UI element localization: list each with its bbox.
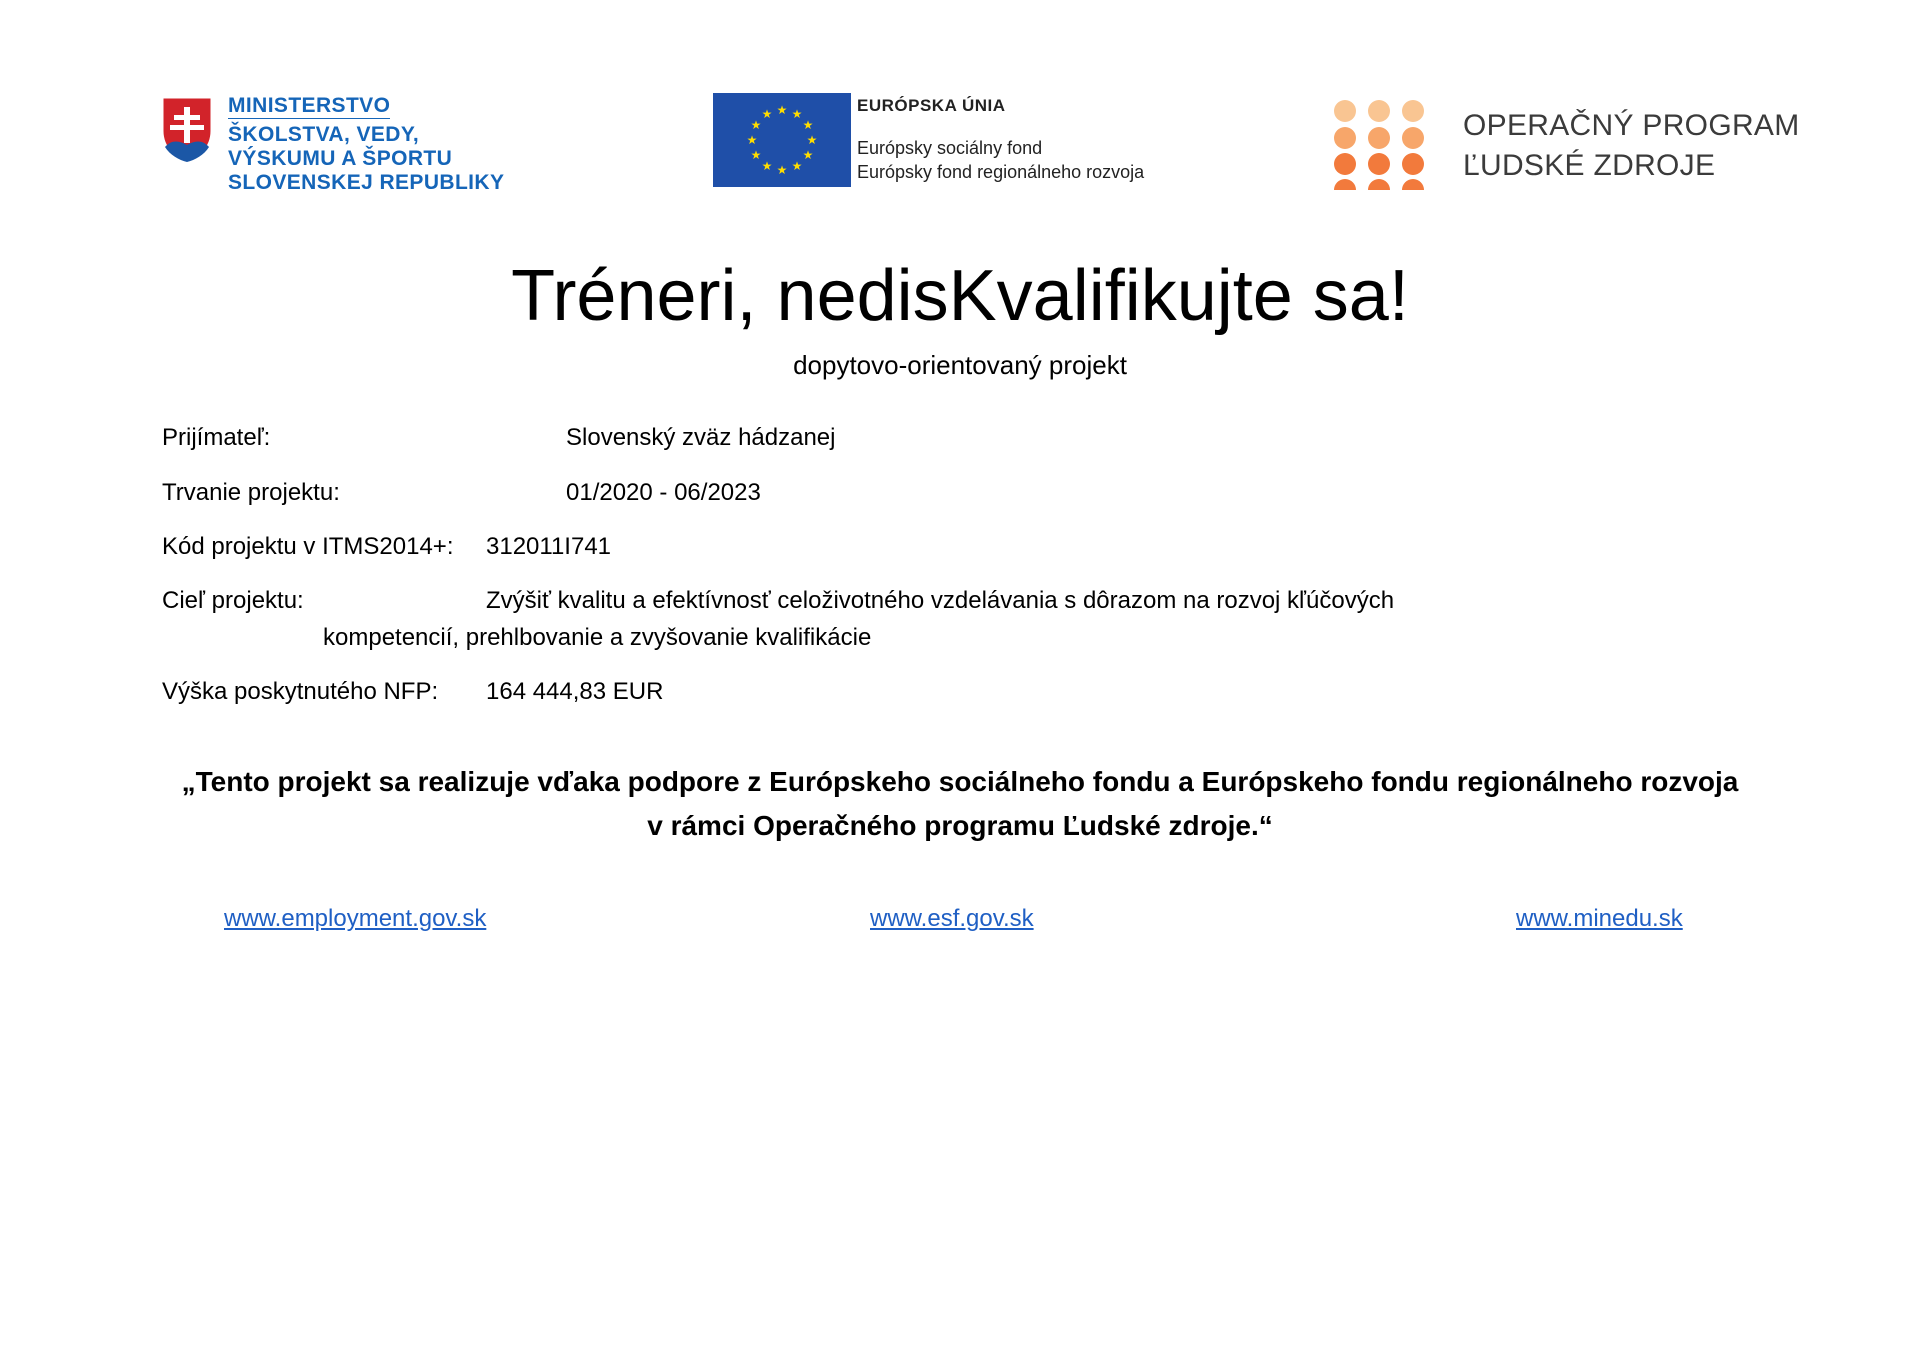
amount-label: Výška poskytnutého NFP:	[162, 678, 439, 705]
link-employment[interactable]: www.employment.gov.sk	[224, 905, 487, 932]
eu-star-icon: ★	[750, 118, 762, 132]
page-title: Tréneri, nedisKvalifikujte sa!	[511, 256, 1409, 336]
goal-label: Cieľ projektu:	[162, 587, 304, 614]
page-subtitle: dopytovo-orientovaný projekt	[793, 350, 1127, 380]
funding-statement	[0, 760, 1920, 848]
project-code-label: Kód projektu v ITMS2014+:	[162, 533, 454, 560]
op-line-2: ĽUDSKÉ ZDROJE	[1463, 149, 1716, 182]
eu-star-icon: ★	[802, 148, 814, 162]
ministry-line-1: MINISTERSTVO	[228, 94, 391, 117]
op-line-1: OPERAČNÝ PROGRAM	[1463, 109, 1800, 142]
amount-value: 164 444,83 EUR	[486, 678, 664, 705]
recipient-label: Prijímateľ:	[162, 424, 271, 451]
eu-star-icon: ★	[761, 107, 773, 122]
eu-flag-logo	[713, 93, 851, 187]
goal-value-line-2: kompetencií, prehlbovanie a zvyšovanie kvalifikácie	[323, 624, 872, 651]
ministry-line-4: SLOVENSKEJ REPUBLIKY	[228, 171, 505, 194]
eu-title: EURÓPSKA ÚNIA	[857, 96, 1006, 115]
funding-statement-line-2: v rámci Operačného programu Ľudské zdroje.“	[647, 810, 1273, 841]
duration-value: 01/2020 - 06/2023	[566, 479, 761, 506]
op-program-name	[1463, 106, 1800, 186]
op-dots-logo	[1332, 98, 1428, 190]
eu-star-icon: ★	[802, 118, 814, 132]
eu-star-icon: ★	[791, 107, 803, 122]
eu-star-icon: ★	[761, 158, 773, 173]
eu-star-icon: ★	[806, 133, 818, 147]
funding-statement-line-1: „Tento projekt sa realizuje vďaka podpore z Európskeho sociálneho fondu a Európskeho fondu regionálneho rozvoja	[181, 766, 1739, 797]
ministry-line-2: ŠKOLSTVA, VEDY,	[228, 123, 420, 146]
goal-value-line-1: Zvýšiť kvalitu a efektívnosť celoživotného vzdelávania s dôrazom na rozvoj kľúčových	[486, 587, 1395, 614]
link-minedu[interactable]: www.minedu.sk	[1516, 905, 1683, 932]
recipient-value: Slovenský zväz hádzanej	[566, 424, 836, 451]
eu-star-icon: ★	[776, 163, 788, 177]
eu-star-icon: ★	[776, 103, 788, 117]
eu-star-icon: ★	[746, 133, 758, 147]
eu-caption	[857, 96, 1144, 184]
eu-star-icon: ★	[750, 148, 762, 162]
ministry-name	[228, 94, 504, 195]
duration-label: Trvanie projektu:	[162, 479, 340, 506]
eu-fund-esf: Európsky sociálny fond	[857, 138, 1043, 158]
slovak-coat-of-arms-logo	[160, 95, 214, 165]
ministry-line-3: VÝSKUMU A ŠPORTU	[228, 147, 453, 170]
link-esf[interactable]: www.esf.gov.sk	[870, 905, 1034, 932]
project-code-value: 312011I741	[486, 533, 612, 560]
eu-fund-erdf: Európsky fond regionálneho rozvoja	[857, 162, 1145, 182]
eu-star-icon: ★	[791, 158, 803, 173]
